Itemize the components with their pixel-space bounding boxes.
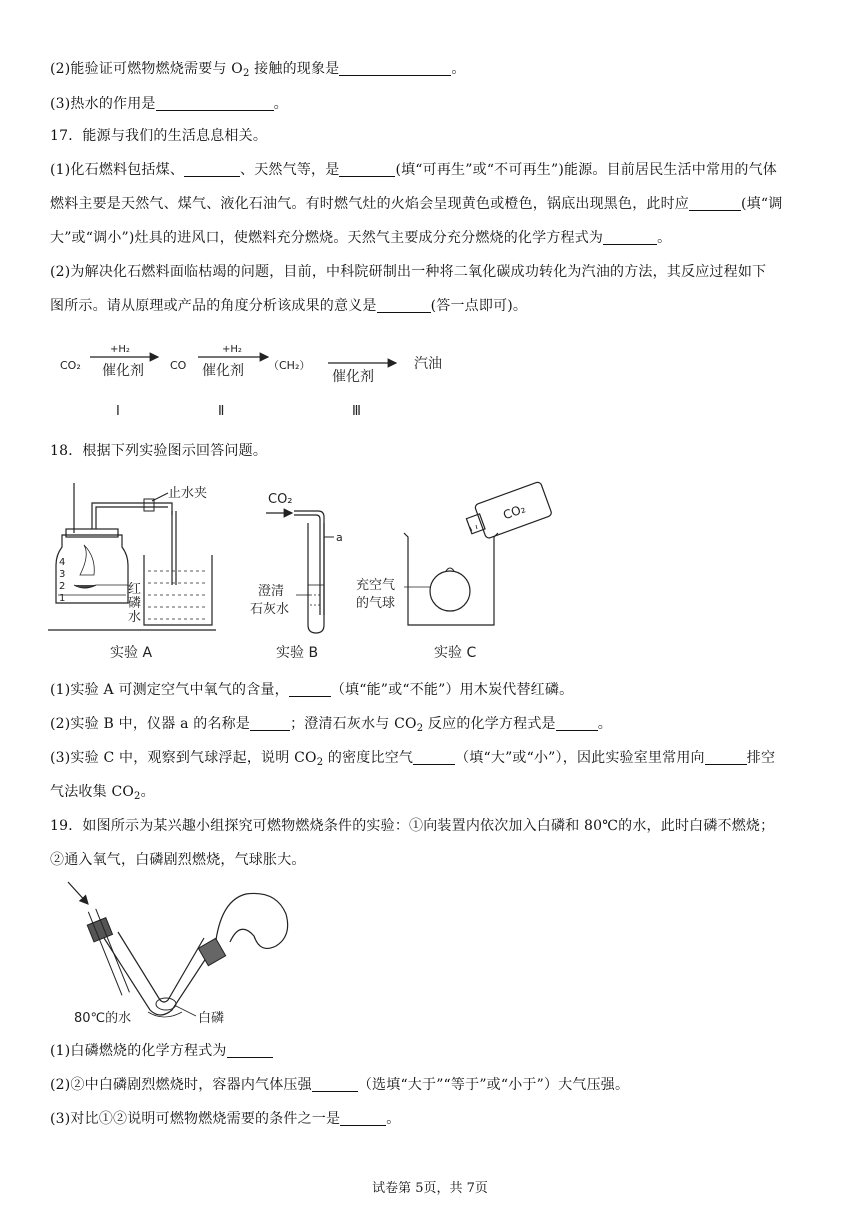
co-label: CO (170, 359, 187, 372)
q19-apparatus (64, 880, 304, 1030)
balloon-label: 充空气 (356, 578, 396, 593)
answer-blank[interactable] (184, 162, 240, 177)
answer-blank[interactable] (227, 1043, 273, 1058)
answer-blank[interactable] (339, 61, 451, 76)
gasoline-label: 汽油 (414, 356, 442, 372)
answer-blank[interactable] (340, 1111, 386, 1126)
q17-part2-line1: (2)为解决化石燃料面临枯竭的问题，目前，中科院研制出一种将二氧化碳成功转化为汽油的方法，其反应过程如下 (50, 264, 767, 280)
q17-part1-line1: (1)化石燃料包括煤、 、天然气等，是 (填“可再生”或“不可再生”)能源。目前居民生活中常用的气体 (50, 162, 777, 178)
q17-title: 17．能源与我们的生活息息相关。 (50, 128, 268, 144)
q19-line1: 19．如图所示为某兴趣小组探究可燃物燃烧条件的实验：①向装置内依次加入白磷和 80℃的水，此时白磷不燃烧； (50, 818, 775, 834)
water-label: 水 (128, 610, 142, 625)
page-footer: 试卷第 5页，共 7页 (372, 1181, 488, 1196)
q18-part3-line1: (3)实验 C 中，观察到气球浮起，说明 $CO_2$ 的密度比空气 （填“大”或“小”），因此实验室里常用向 排空 (50, 750, 776, 768)
mark-1: 1 (59, 593, 66, 604)
q16-part3: (3)热水的作用是 。 (50, 96, 288, 112)
q18-part2: (2)实验 B 中，仪器 a 的名称是 ；澄清石灰水与 $CO_2$ 反应的化学方程式是 。 (50, 716, 612, 734)
limewater-label: 石灰水 (250, 602, 290, 617)
h2-label: +H₂ (110, 344, 130, 355)
step-label: Ⅲ (352, 404, 361, 419)
instrument-a-label: a (336, 531, 343, 544)
experiment-a-label: 实验 A (110, 645, 153, 661)
q19-part3: (3)对比①②说明可燃物燃烧需要的条件之一是 。 (50, 1111, 401, 1127)
mark-4: 4 (59, 557, 66, 568)
experiment-c-label: 实验 C (434, 645, 477, 661)
experiment-b-label: 实验 B (276, 645, 319, 661)
q18-part1: (1)实验 A 可测定空气中氧气的含量， （填“能”或“不能”）用木炭代替红磷。 (50, 682, 574, 698)
mark-3: 3 (59, 569, 66, 580)
answer-blank[interactable] (312, 1077, 358, 1092)
q19-line2: ②通入氧气，白磷剧烈燃烧，气球胀大。 (50, 852, 306, 868)
answer-blank[interactable] (603, 230, 657, 245)
experiment-a-apparatus (48, 483, 216, 661)
clamp-label: 止水夹 (168, 486, 208, 501)
answer-blank[interactable] (289, 682, 331, 697)
hot-water-label: 80℃的水 (74, 1011, 132, 1026)
q17-part1-line3: 大”或“调小”)灶具的进风口，使燃料充分燃烧。天然气主要成分充分燃烧的化学方程式为 。 (50, 230, 672, 246)
co2-bottle-label: CO₂ (501, 501, 528, 523)
balloon-label: 的气球 (356, 596, 396, 611)
q19-part2: (2)②中白磷剧烈燃烧时，容器内气体压强 （选填“大于”“等于”或“小于”）大气压强。 (50, 1077, 630, 1093)
answer-blank[interactable] (339, 162, 395, 177)
red-phosphorus-label: 磷 (128, 596, 142, 611)
q19-part1: (1)白磷燃烧的化学方程式为 (50, 1041, 818, 1061)
catalyst-label: 催化剂 (202, 363, 244, 379)
q16-part2: (2)能验证可燃物燃烧需要与 $O_2$ 接触的现象是 。 (50, 61, 466, 79)
experiment-c-apparatus (356, 481, 552, 661)
q18-part3-line2: 气法收集 $CO_2$。 (50, 784, 155, 802)
white-phosphorus-label: 白磷 (198, 1011, 225, 1026)
h2-label: +H₂ (222, 344, 242, 355)
step-label: Ⅰ (116, 404, 120, 419)
answer-blank[interactable] (156, 96, 274, 111)
ch2-label: （CH₂） (268, 359, 311, 372)
experiment-b-apparatus (250, 492, 343, 661)
answer-blank[interactable] (377, 298, 431, 313)
mark-2: 2 (59, 581, 66, 592)
co2-label: CO₂ (60, 359, 81, 372)
q17-part1-line2: 燃料主要是天然气、煤气、液化石油气。有时燃气灶的火焰会呈现黄色或橙色，锅底出现黑色，此时应 (填“调 (50, 196, 783, 212)
limewater-label: 澄清 (258, 584, 285, 599)
step-label: Ⅱ (218, 404, 225, 419)
catalyst-label: 催化剂 (102, 363, 144, 379)
experiment-figures (44, 475, 528, 665)
answer-blank[interactable] (556, 716, 598, 731)
answer-blank[interactable] (250, 716, 290, 731)
co2-label: CO₂ (268, 492, 293, 507)
q17-part2-line2: 图所示。请从原理或产品的角度分析该成果的意义是 (答一点即可)。 (50, 298, 528, 314)
answer-blank[interactable] (705, 750, 747, 765)
reaction-pathway-diagram (50, 335, 470, 425)
red-phosphorus-label: 红 (128, 582, 142, 597)
catalyst-label: 催化剂 (332, 369, 374, 385)
answer-blank[interactable] (689, 196, 741, 211)
q18-title: 18．根据下列实验图示回答问题。 (50, 443, 268, 459)
answer-blank[interactable] (413, 750, 455, 765)
